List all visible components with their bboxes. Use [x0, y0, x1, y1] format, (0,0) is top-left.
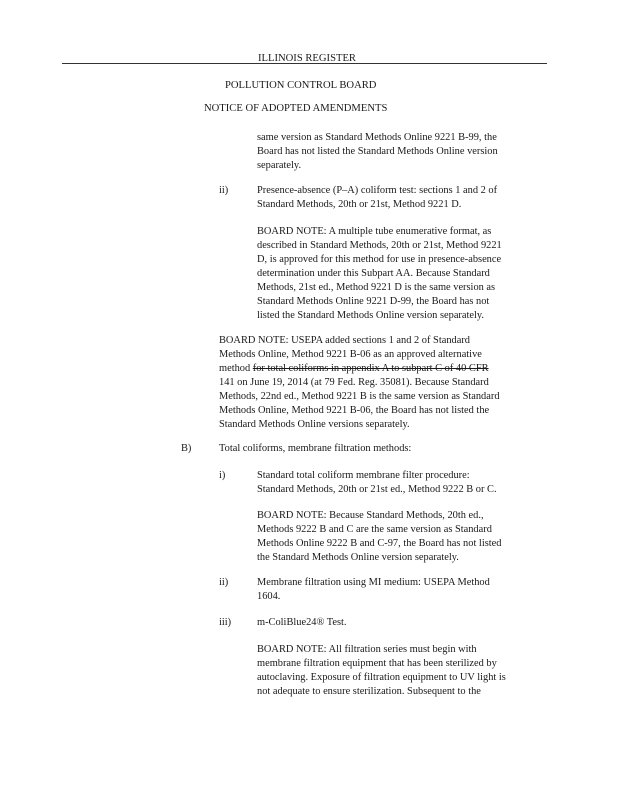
item-Biii-text: m-ColiBlue24® Test. — [257, 617, 347, 628]
note1-line-5: Methods, 21st ed., Method 9221 D is the same version as — [257, 282, 496, 293]
note2-line-4: 141 on June 19, 2014 (at 79 Fed. Reg. 35081). Because Standard — [219, 377, 489, 388]
item-Bi-line-1: Standard total coliform membrane filter procedure: — [257, 470, 470, 481]
note1-line-2: described in Standard Methods, 20th or 21st, Method 9221 — [257, 240, 502, 251]
note4-line-2: membrane filtration equipment that has been sterilized by — [257, 658, 497, 669]
item-ii-line-1: Presence-absence (P–A) coliform test: sections 1 and 2 of — [257, 185, 498, 196]
note2-line-6: Methods Online, Method 9221 B-06, the Board has not listed the — [219, 405, 490, 416]
note4-line-3: autoclaving. Exposure of filtration equipment to UV light is — [257, 672, 506, 683]
item-ii-line-2: Standard Methods, 20th or 21st, Method 9221 D. — [257, 199, 462, 210]
note1-line-1: BOARD NOTE: A multiple tube enumerative format, as — [257, 226, 492, 237]
item-ii-marker: ii) — [219, 185, 229, 196]
note1-line-6: Standard Methods Online 9221 D-99, the Board has not — [257, 296, 490, 307]
item-Bii-marker: ii) — [219, 577, 229, 588]
notice-title: NOTICE OF ADOPTED AMENDMENTS — [204, 103, 388, 114]
note2-line-7: Standard Methods Online versions separately. — [219, 419, 410, 430]
header-rule — [62, 63, 547, 64]
note2-line-3-text: method — [219, 363, 253, 374]
item-Bii-line-2: 1604. — [257, 591, 281, 602]
cont-line-3: separately. — [257, 160, 302, 171]
cont-line-2: Board has not listed the Standard Methods Online version — [257, 146, 498, 157]
note2-line-3 — [219, 362, 489, 376]
note4-line-1: BOARD NOTE: All filtration series must begin with — [257, 644, 477, 655]
cont-line-1: same version as Standard Methods Online 9221 B-99, the — [257, 132, 497, 143]
item-B-text: Total coliforms, membrane filtration methods: — [219, 443, 412, 454]
item-Biii-marker: iii) — [219, 617, 232, 628]
item-Bii-line-1: Membrane filtration using MI medium: USEPA Method — [257, 577, 490, 588]
note3-line-1: BOARD NOTE: Because Standard Methods, 20th ed., — [257, 510, 484, 521]
item-Bi-line-2: Standard Methods, 20th or 21st ed., Method 9222 B or C. — [257, 484, 497, 495]
item-B-marker: B) — [181, 443, 192, 454]
board-name: POLLUTION CONTROL BOARD — [225, 80, 377, 91]
note2-line-5: Methods, 22nd ed., Method 9221 B is the same version as Standard — [219, 391, 500, 402]
item-Bi-marker: i) — [219, 470, 226, 481]
register-title: ILLINOIS REGISTER — [258, 53, 356, 64]
note2-line-2: Methods Online, Method 9221 B-06 as an approved alternative — [219, 349, 482, 360]
note1-line-7: listed the Standard Methods Online version separately. — [257, 310, 485, 321]
note3-line-4: the Standard Methods Online version separately. — [257, 552, 459, 563]
note1-line-4: determination under this Subpart AA. Because Standard — [257, 268, 490, 279]
note2-line-1: BOARD NOTE: USEPA added sections 1 and 2 of Standard — [219, 335, 470, 346]
note3-line-2: Methods 9222 B and C are the same version as Standard — [257, 524, 492, 535]
note3-line-3: Methods Online 9222 B and C-97, the Board has not listed — [257, 538, 502, 549]
struck-text: for total coliforms in appendix A to subpart C of 40 CFR — [252, 363, 489, 374]
note1-line-3: D, is approved for this method for use in presence-absence — [257, 254, 502, 265]
note4-line-4: not adequate to ensure sterilization. Subsequent to the — [257, 686, 481, 697]
